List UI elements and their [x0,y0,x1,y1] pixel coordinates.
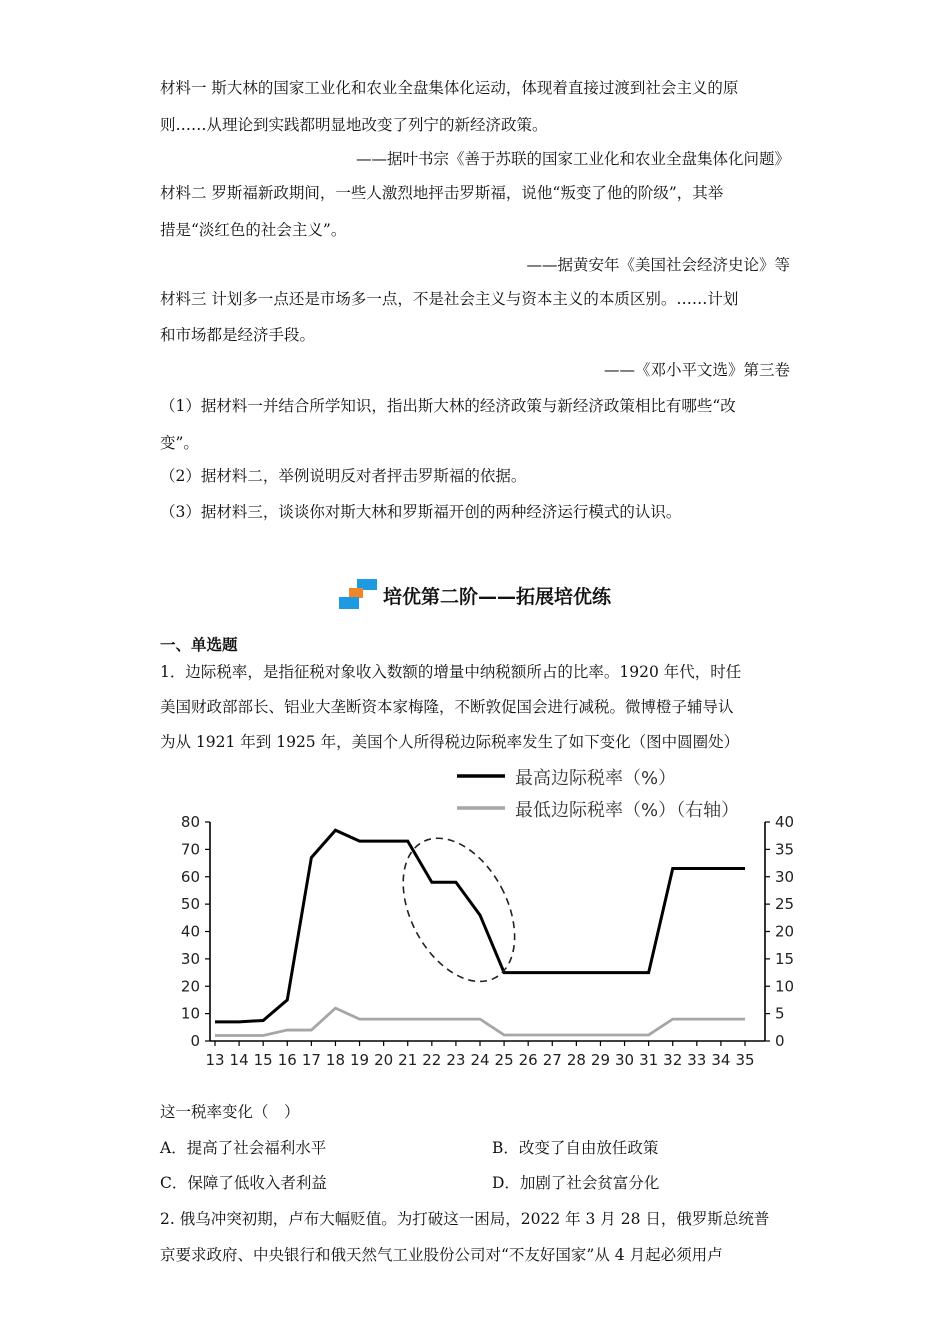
problem2-line2: 京要求政府、中央银行和俄天然气工业股份公司对“不友好国家”从 4 月起必须用卢 [160,1246,723,1264]
tax-rate-chart [160,760,800,1080]
material1-line2: 则……从理论到实践都明显地改变了列宁的新经济政策。 [160,116,548,134]
y-left-tick-label: 70 [180,840,200,859]
option-b[interactable]: B．改变了自由放任政策 [492,1139,659,1157]
option-c[interactable]: C．保障了低收入者利益 [160,1174,327,1192]
material1-source: ——据叶书宗《善于苏联的国家工业化和农业全盘集体化问题》 [355,150,790,168]
x-tick-label: 28 [566,1051,586,1069]
x-tick-label: 14 [229,1051,249,1069]
x-tick-label: 29 [590,1051,611,1069]
question1-line2: 变”。 [160,434,199,452]
material3-line2: 和市场都是经济手段。 [160,326,316,344]
option-d[interactable]: D．加剧了社会贫富分化 [492,1174,660,1192]
question1-line1: （1）据材料一并结合所学知识，指出斯大林的经济政策与新经济政策相比有哪些“改 [160,397,736,415]
x-tick-label: 24 [470,1051,490,1069]
tax-rate-chart-svg [160,760,800,1080]
x-tick-label: 32 [663,1051,683,1069]
problem1-line3: 为从 1921 年到 1925 年，美国个人所得税边际税率发生了如下变化（图中圆圈处） [160,733,740,751]
question3: （3）据材料三，谈谈你对斯大林和罗斯福开创的两种经济运行模式的认识。 [160,503,682,521]
y-left-tick-label: 0 [190,1032,200,1050]
x-tick-label: 30 [614,1051,635,1069]
legend-label: 最高边际税率（%） [515,768,677,789]
y-left-tick-label: 30 [180,949,200,968]
x-tick-label: 13 [205,1051,225,1069]
x-tick-label: 27 [542,1051,562,1069]
problem1-stem: 这一税率变化（ ） [160,1103,300,1121]
x-tick-label: 21 [398,1051,418,1069]
x-tick-label: 25 [494,1051,514,1069]
material3-line1: 材料三 计划多一点还是市场多一点，不是社会主义与资本主义的本质区别。……计划 [160,290,739,308]
section-logo-icon [339,579,377,611]
material3-source: ——《邓小平文选》第三卷 [603,361,790,379]
material2-line1: 材料二 罗斯福新政期间，一些人激烈地抨击罗斯福，说他“叛变了他的阶级”，其举 [160,184,724,202]
y-left-tick-label: 60 [180,867,200,886]
y-right-tick-label: 5 [775,1004,785,1023]
x-tick-label: 20 [374,1051,394,1069]
material2-source: ——据黄安年《美国社会经济史论》等 [526,256,790,274]
problem1-line1: 1．边际税率，是指征税对象收入数额的增量中纳税额所占的比率。1920 年代，时任 [160,663,742,681]
x-tick-label: 16 [277,1051,297,1069]
material2-line2: 措是“淡红色的社会主义”。 [160,221,347,239]
question2: （2）据材料二，举例说明反对者抨击罗斯福的依据。 [160,467,527,485]
x-tick-label: 23 [446,1051,466,1069]
x-tick-label: 22 [422,1051,442,1069]
y-left-tick-label: 50 [180,895,200,914]
part-heading: 一、单选题 [160,635,238,654]
x-tick-label: 34 [711,1051,731,1069]
problem2-line1: 2. 俄乌冲突初期，卢布大幅贬值。为打破这一困局，2022 年 3 月 28 日，俄罗斯总统普 [160,1210,770,1228]
y-left-tick-label: 20 [180,977,200,996]
material1-line1: 材料一 斯大林的国家工业化和农业全盘集体化运动，体现着直接过渡到社会主义的原 [160,79,739,97]
y-right-tick-label: 35 [775,840,795,859]
option-a[interactable]: A．提高了社会福利水平 [160,1139,327,1157]
section-title-text: 培优第二阶——拓展培优练 [382,585,611,608]
y-left-tick-label: 40 [180,922,200,941]
y-left-tick-label: 80 [180,813,200,831]
section-title [0,579,950,616]
x-tick-label: 17 [301,1051,321,1069]
y-right-tick-label: 20 [775,922,795,941]
y-right-tick-label: 30 [775,867,795,886]
series-line-lowest-rate [215,1008,745,1035]
problem1-line2: 美国财政部部长、铝业大垄断资本家梅隆，不断敦促国会进行减税。微博橙子辅导认 [160,698,734,716]
x-tick-label: 26 [518,1051,538,1069]
y-right-tick-label: 0 [775,1032,785,1050]
x-tick-label: 18 [325,1051,346,1069]
legend-label: 最低边际税率（%）（右轴） [515,800,740,821]
y-right-tick-label: 25 [775,895,795,914]
x-tick-label: 15 [253,1051,273,1069]
x-tick-label: 33 [687,1051,707,1069]
y-right-tick-label: 40 [775,813,795,831]
x-tick-label: 19 [349,1051,370,1069]
x-tick-label: 35 [735,1051,755,1069]
x-tick-label: 31 [639,1051,659,1069]
y-right-tick-label: 15 [775,949,795,968]
y-right-tick-label: 10 [775,977,795,996]
y-left-tick-label: 10 [180,1004,200,1023]
